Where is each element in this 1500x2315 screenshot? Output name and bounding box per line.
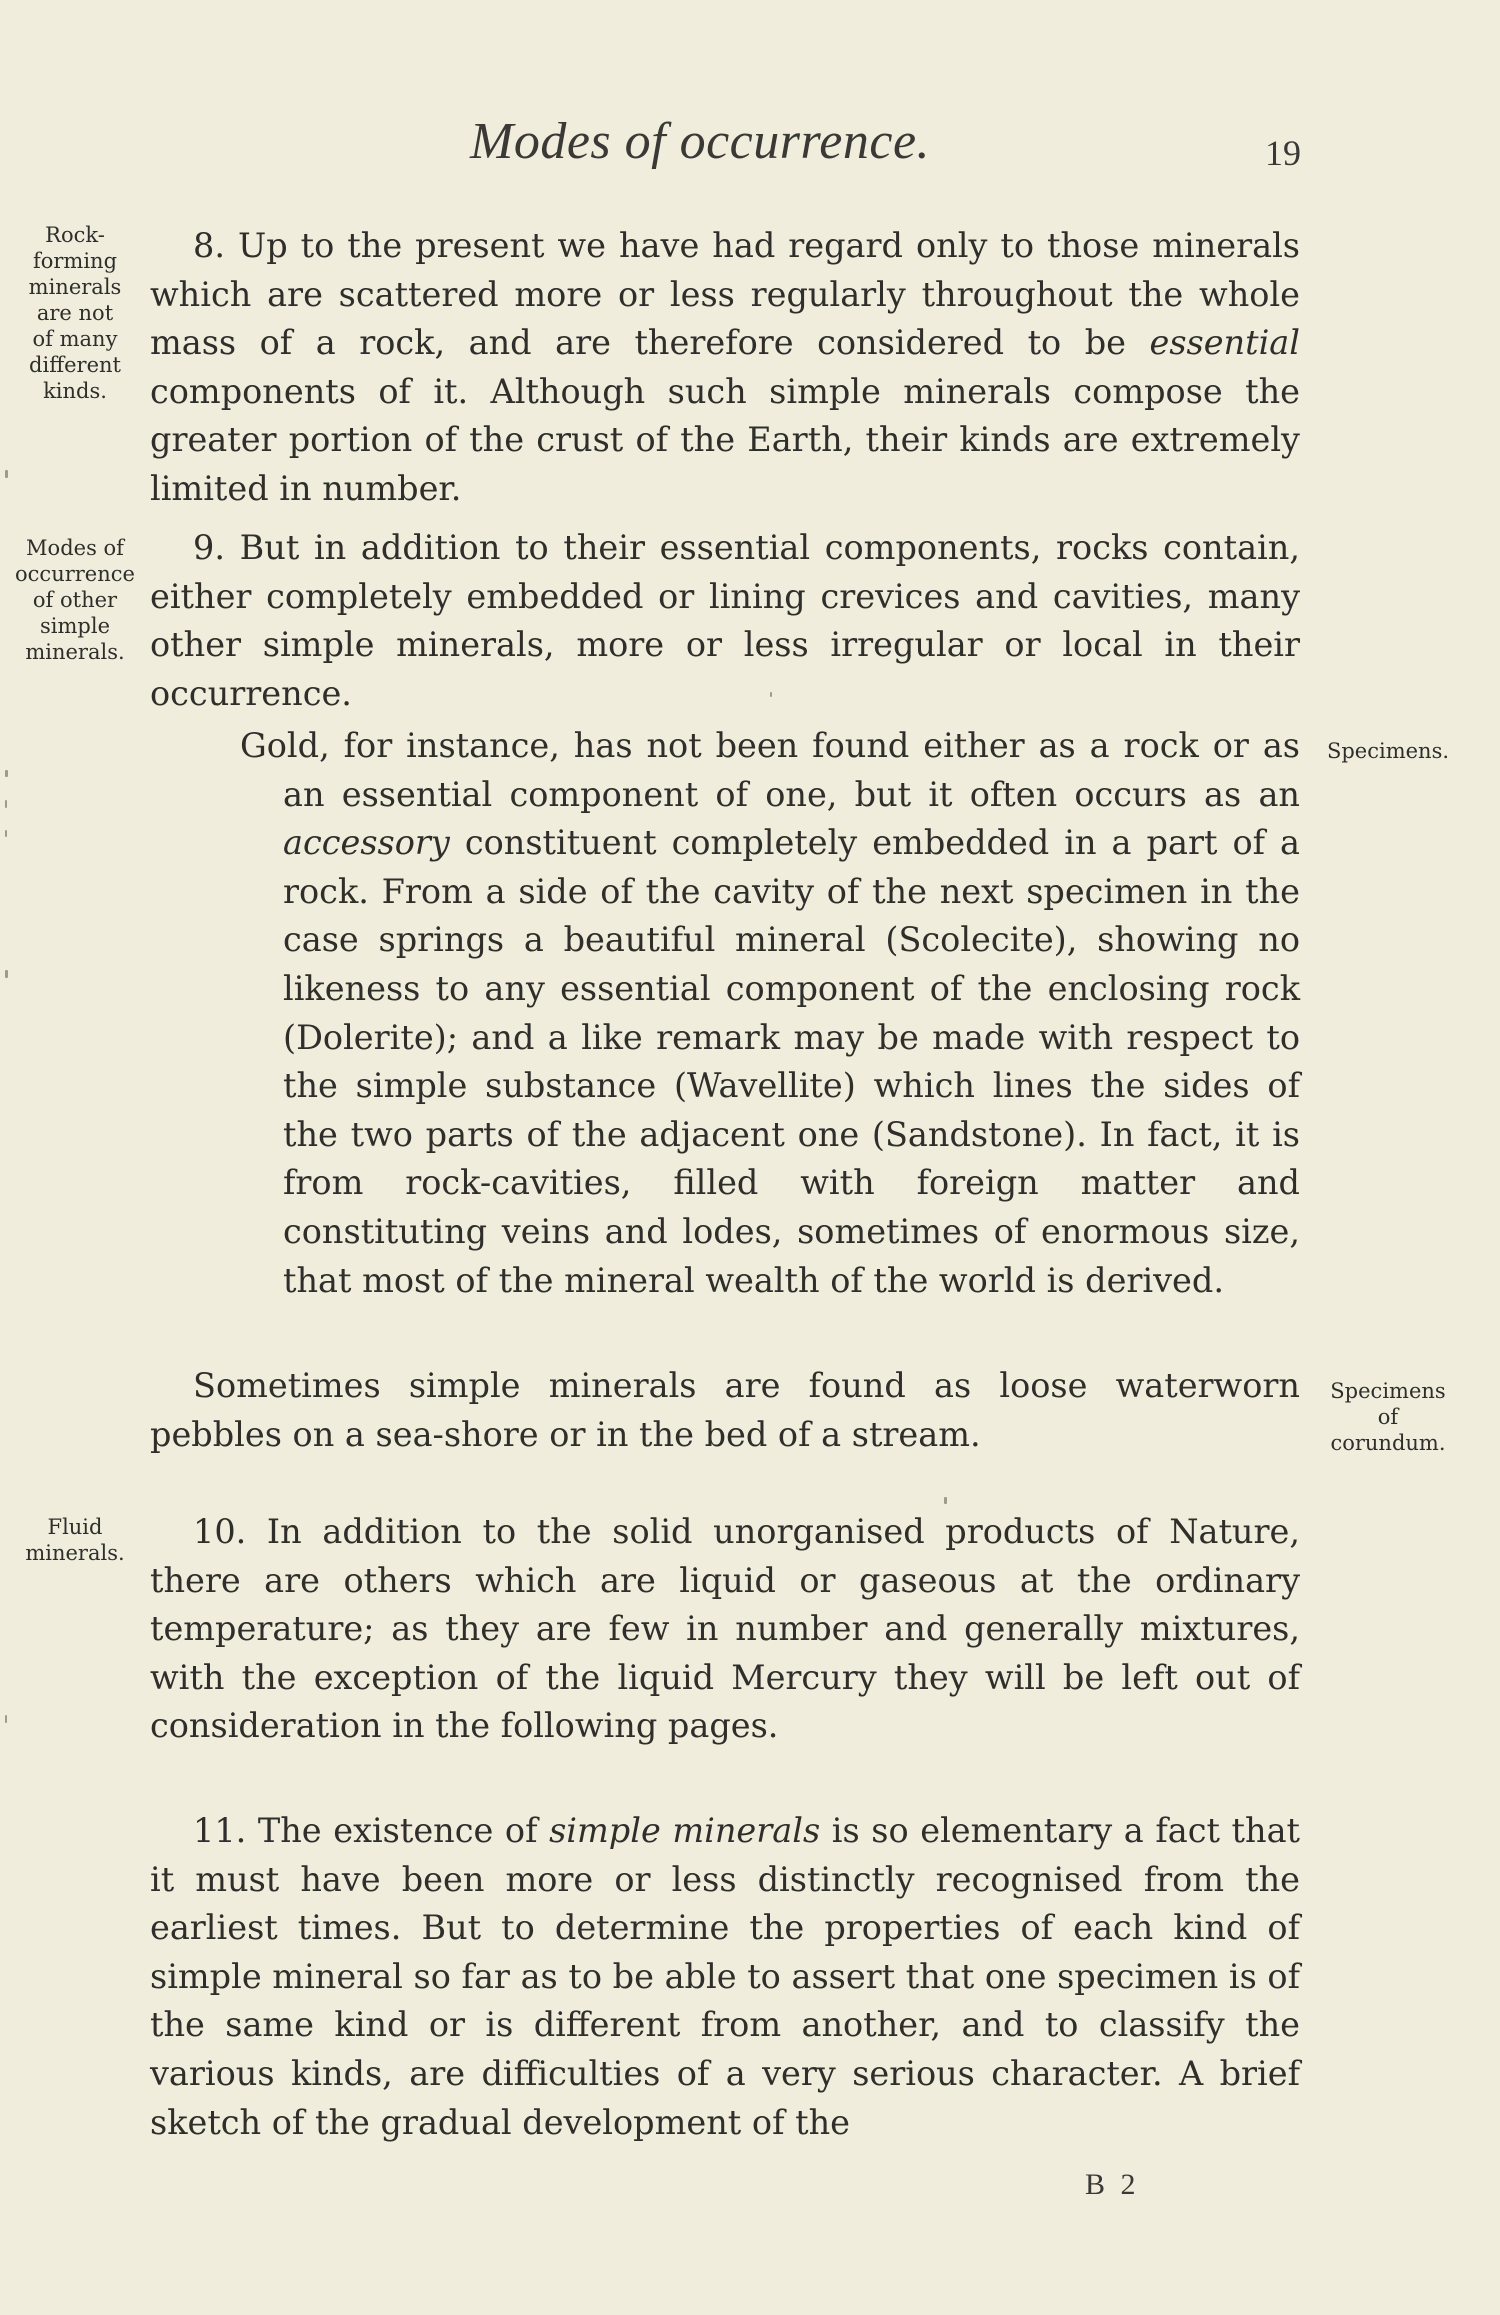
margin-line: minerals — [28, 275, 122, 299]
paragraph-number: 9. — [193, 528, 225, 567]
print-speck — [5, 830, 7, 837]
paragraph-10 — [150, 1508, 1300, 1751]
margin-line: forming — [32, 249, 118, 273]
print-speck — [944, 1497, 947, 1504]
margin-line: simple — [40, 614, 110, 638]
margin-line: Modes of — [26, 536, 124, 560]
paragraph-text: constituent completely embedded in a part of a rock. From a side of the cavity of the next specimen in the case springs a beautiful mineral (Scolecite), showing no likeness to any essential component of the enclosing rock (Dolerite); and a like remark may be made with respect to the simple substance (Wavellite) which lines the sides of the two parts of the adjacent one (Sandstone). In fact, it is from rock-cavities, filled with foreign matter and constituting veins and lodes, sometimes of enormous size, that most of the mineral wealth of the world is derived. — [283, 823, 1300, 1300]
margin-line: are not — [36, 301, 114, 325]
margin-line: minerals. — [25, 640, 125, 664]
paragraph-text: Gold, for instance, has not been found either as a rock or as an essential component of one, but it often occurs as an — [240, 726, 1300, 814]
print-speck — [770, 692, 772, 697]
print-speck — [5, 470, 8, 478]
paragraph-11 — [150, 1807, 1300, 2147]
margin-line: kinds. — [43, 379, 107, 403]
margin-line: occurrence — [15, 562, 135, 586]
paragraph-8 — [150, 222, 1300, 514]
margin-line: corundum. — [1330, 1431, 1446, 1455]
page-number: 19 — [1265, 133, 1301, 173]
paragraph-gold — [240, 722, 1300, 1305]
emphasis: simple minerals — [549, 1811, 821, 1850]
paragraph-number: 10. — [193, 1512, 247, 1551]
paragraph-text: Sometimes simple minerals are found as loose waterworn pebbles on a sea-shore or in the bed of a stream. — [150, 1366, 1300, 1454]
margin-line: different — [29, 353, 121, 377]
paragraph-pebbles — [150, 1362, 1300, 1459]
margin-line: Specimens — [1330, 1379, 1446, 1403]
print-speck — [5, 770, 8, 777]
margin-line: of other — [32, 588, 118, 612]
margin-line: Specimens. — [1326, 739, 1450, 763]
paragraph-text: In addition to the solid unorganised products of Nature, there are others which are liquid or gaseous at the ordinary temperature; as they are few in number and generally mixtures, with the exception of the liquid Mercury they will be left out of consideration in the following pages. — [150, 1512, 1300, 1746]
paragraph-text: The existence of — [246, 1811, 550, 1850]
margin-note-specimens — [1308, 738, 1468, 764]
paragraph-text: is so elementary a fact that it must have been more or less distinctly recognised from the earliest times. But to determine the properties of each kind of simple mineral so far as to be able to assert that one specimen is of the same kind or is different from another, and to classify the various kinds, are difficulties of a very serious character. A brief sketch of the gradual development of the — [150, 1811, 1301, 2142]
paragraph-text: components of it. Although such simple minerals compose the greater portion of the crust of the Earth, their kinds are extremely limited in number. — [150, 371, 1300, 508]
margin-note-specimens-corundum — [1308, 1378, 1468, 1456]
margin-note-fluid — [4, 1514, 146, 1566]
paragraph-9 — [150, 524, 1300, 718]
margin-note-modes — [4, 535, 146, 665]
margin-line: Fluid — [47, 1515, 103, 1539]
margin-note-rock-forming — [4, 222, 146, 404]
signature-mark: B 2 — [1085, 2168, 1140, 2201]
paragraph-number: 11. — [193, 1811, 247, 1850]
margin-line: of — [1377, 1405, 1399, 1429]
paragraph-number: 8. — [193, 226, 225, 265]
margin-line: minerals. — [25, 1541, 125, 1565]
print-speck — [5, 800, 7, 808]
print-speck — [5, 970, 8, 978]
emphasis: essential — [1149, 323, 1300, 363]
paragraph-text: But in addition to their essential components, rocks contain, either completely embedded or lining crevices and cavities, many other simple minerals, more or less irregular or local in their occurrence. — [150, 528, 1300, 713]
margin-line: of many — [32, 327, 118, 351]
running-head: Modes of occurrence. — [470, 113, 931, 170]
paragraph-text: Up to the present we have had regard only to those minerals which are scattered more or less regularly throughout the whole mass of a rock, and are therefore considered to be — [150, 226, 1300, 363]
emphasis: accessory — [283, 823, 450, 863]
print-speck — [5, 1715, 7, 1723]
margin-line: Rock- — [45, 223, 105, 247]
